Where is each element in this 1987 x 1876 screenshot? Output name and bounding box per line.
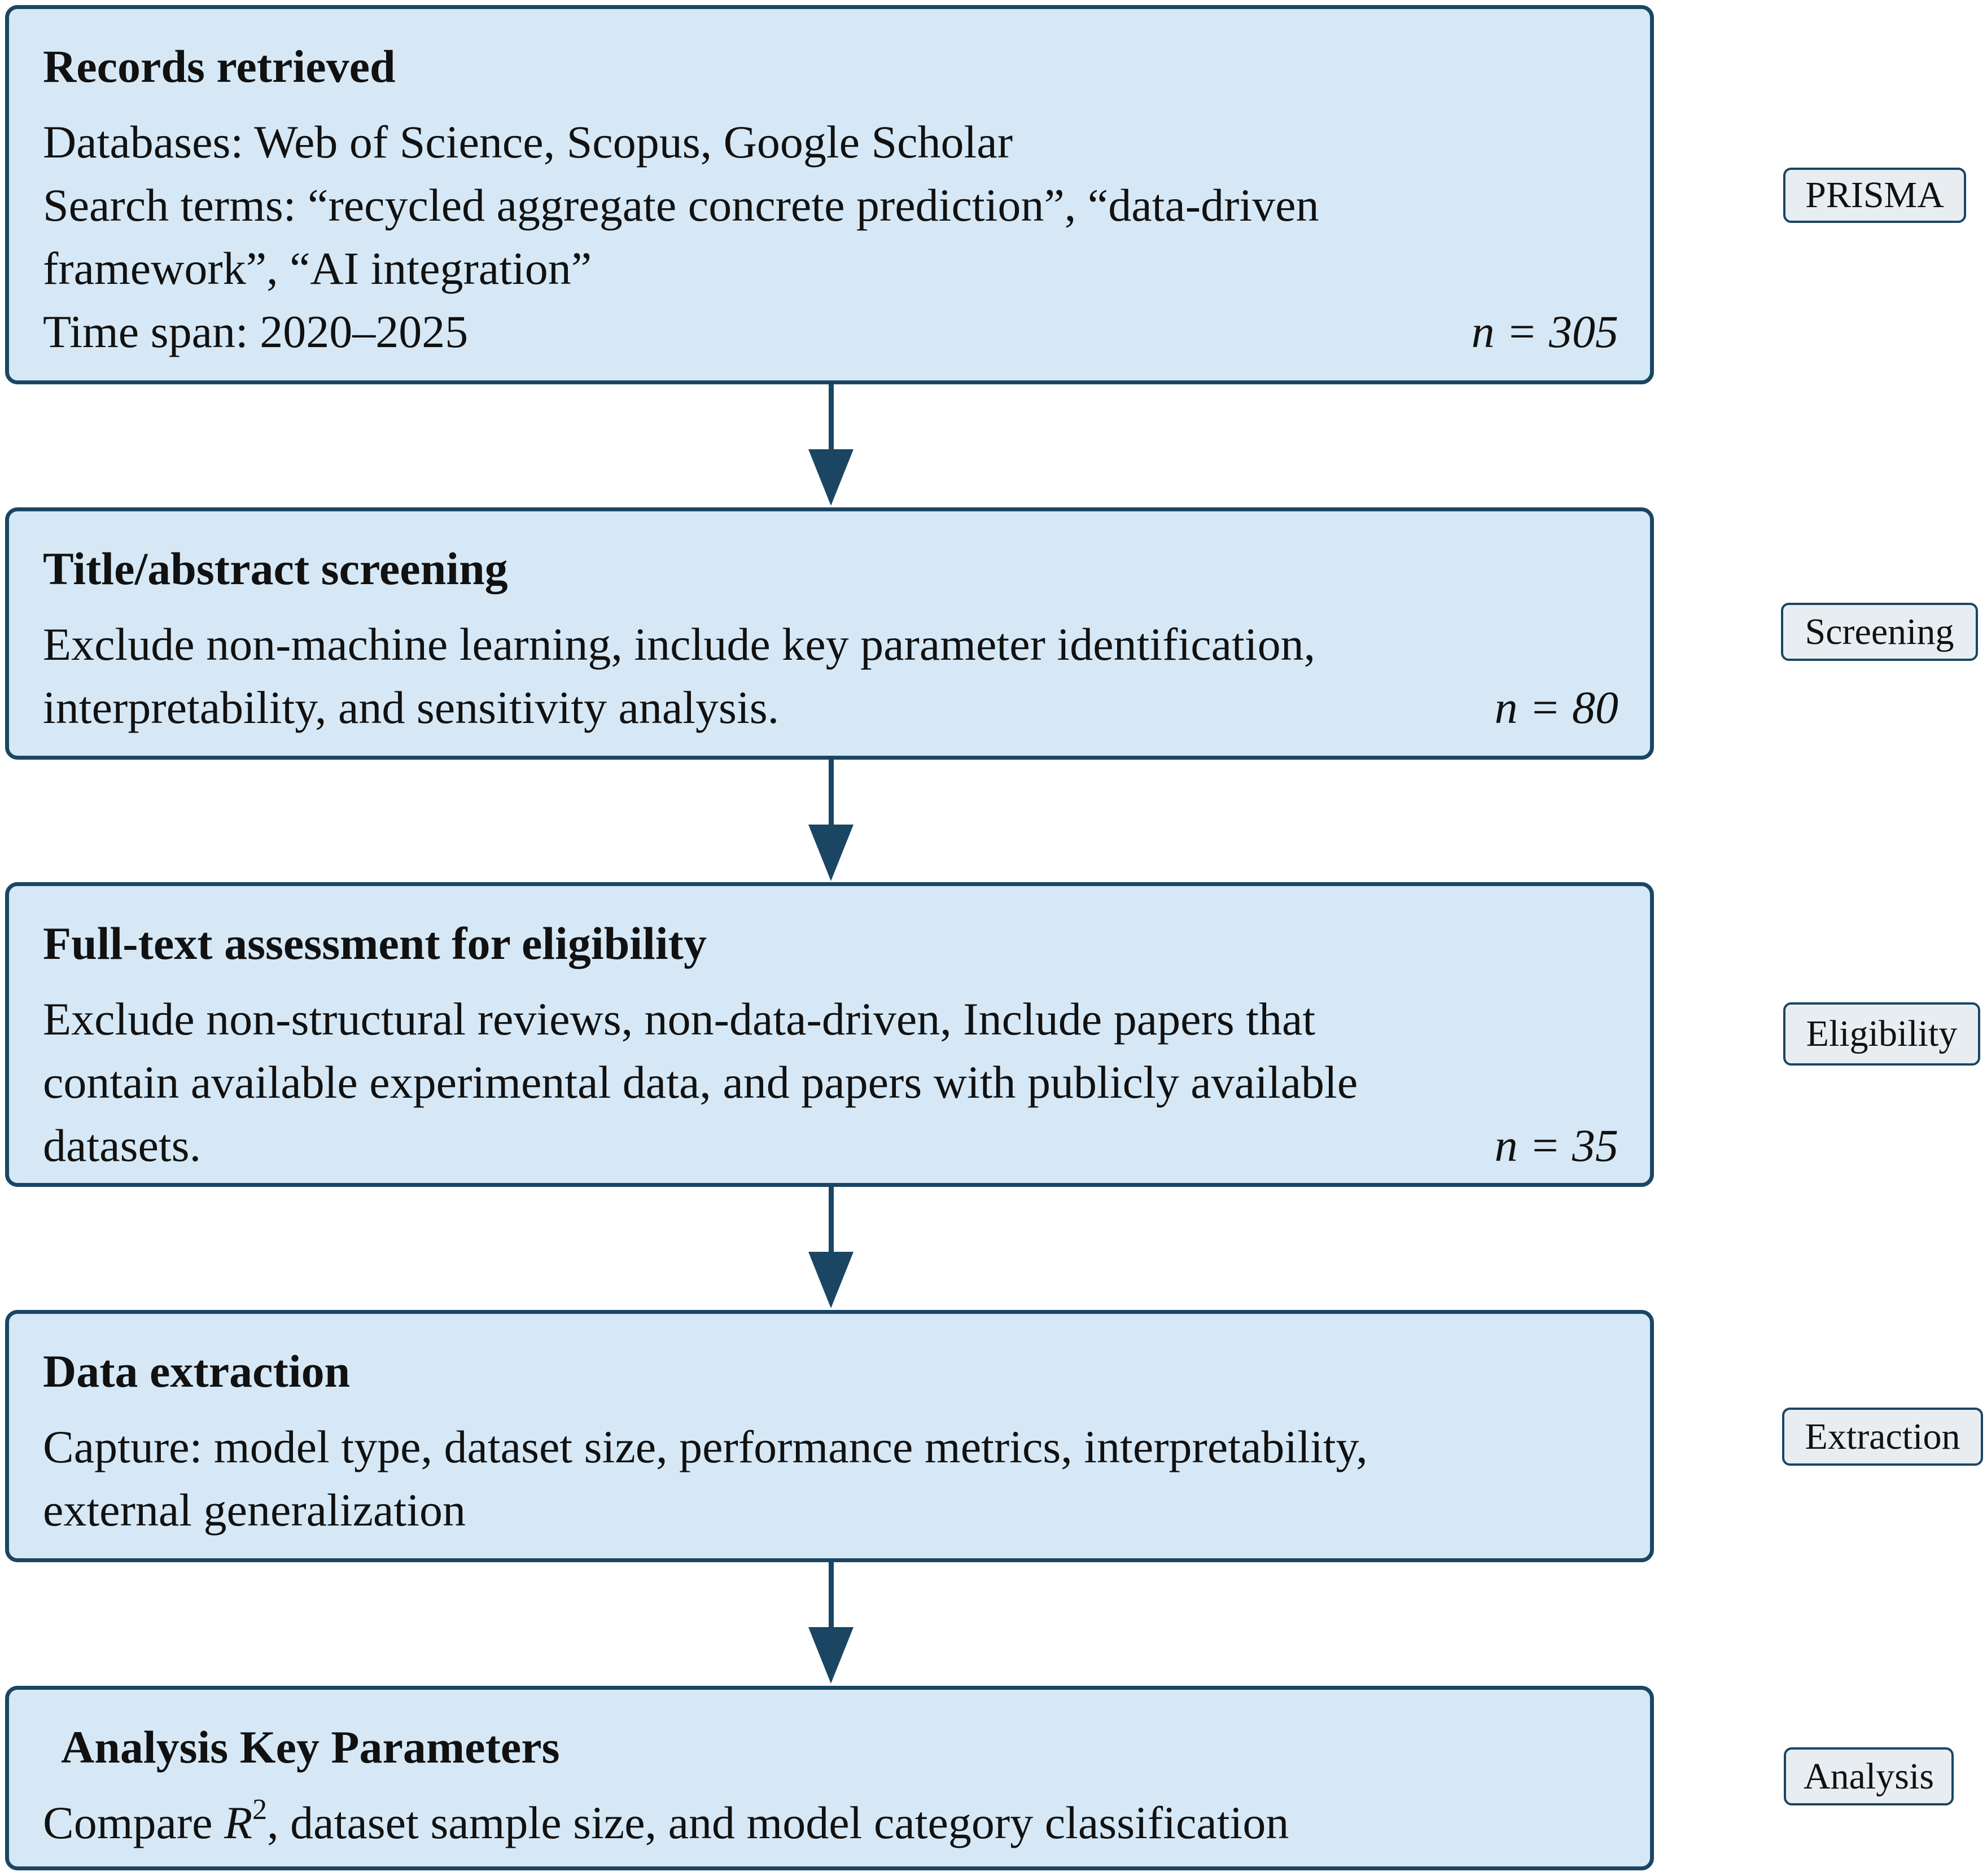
stage-tag-screening: Screening	[1781, 603, 1978, 661]
eligibility-criteria-line: Exclude non-structural reviews, non-data-driven, Include papers that	[43, 993, 1316, 1045]
flow-arrow-head	[808, 1627, 854, 1684]
flow-arrow-shaft	[829, 760, 834, 827]
analysis-title: Analysis Key Parameters	[61, 1721, 560, 1773]
eligibility-criteria-line-cont: contain available experimental data, and papers with publicly available	[43, 1057, 1358, 1108]
capture-line-cont: external generalization	[43, 1484, 466, 1536]
screening-title: Title/abstract screening	[43, 543, 508, 594]
records-retrieved-box	[5, 5, 1654, 384]
compare-suffix: , dataset sample size, and model category classification	[267, 1797, 1289, 1848]
screening-criteria-line: Exclude non-machine learning, include key parameter identification,	[43, 619, 1316, 670]
records-count: n = 305	[1471, 306, 1618, 357]
compare-prefix: Compare	[43, 1797, 225, 1848]
data-extraction-title: Data extraction	[43, 1345, 351, 1397]
flow-arrow-shaft	[829, 1562, 834, 1630]
eligibility-criteria-line-end: datasets.	[43, 1120, 202, 1171]
search-terms-line: Search terms: “recycled aggregate concrete prediction”, “data-driven	[43, 179, 1319, 231]
stage-tag-analysis: Analysis	[1784, 1747, 1954, 1805]
databases-line: Databases: Web of Science, Scopus, Google Scholar	[43, 116, 1013, 168]
flow-arrow-head	[808, 449, 854, 506]
stage-tag-prisma: PRISMA	[1783, 168, 1966, 223]
r-squared-variable: R	[224, 1797, 253, 1848]
screening-box	[5, 507, 1654, 760]
eligibility-title: Full-text assessment for eligibility	[43, 918, 707, 969]
search-terms-line-cont: framework”, “AI integration”	[43, 243, 592, 294]
data-extraction-box	[5, 1310, 1654, 1562]
r-squared-exponent: 2	[252, 1794, 268, 1826]
flow-arrow-shaft	[829, 384, 834, 452]
records-retrieved-title: Records retrieved	[43, 41, 396, 92]
analysis-box	[5, 1686, 1654, 1870]
stage-tag-extraction: Extraction	[1782, 1408, 1983, 1466]
eligibility-box	[5, 882, 1654, 1187]
flow-arrow-head	[808, 825, 854, 881]
time-span-line: Time span: 2020–2025	[43, 306, 469, 357]
eligibility-count: n = 35	[1494, 1120, 1618, 1171]
analysis-compare-line	[43, 1791, 1618, 1855]
flow-arrow-head	[808, 1252, 854, 1308]
flow-arrow-shaft	[829, 1187, 834, 1255]
screening-criteria-line-cont: interpretability, and sensitivity analysis.	[43, 682, 780, 733]
screening-count: n = 80	[1494, 682, 1618, 733]
capture-line: Capture: model type, dataset size, performance metrics, interpretability,	[43, 1421, 1368, 1472]
stage-tag-eligibility: Eligibility	[1783, 1002, 1980, 1066]
